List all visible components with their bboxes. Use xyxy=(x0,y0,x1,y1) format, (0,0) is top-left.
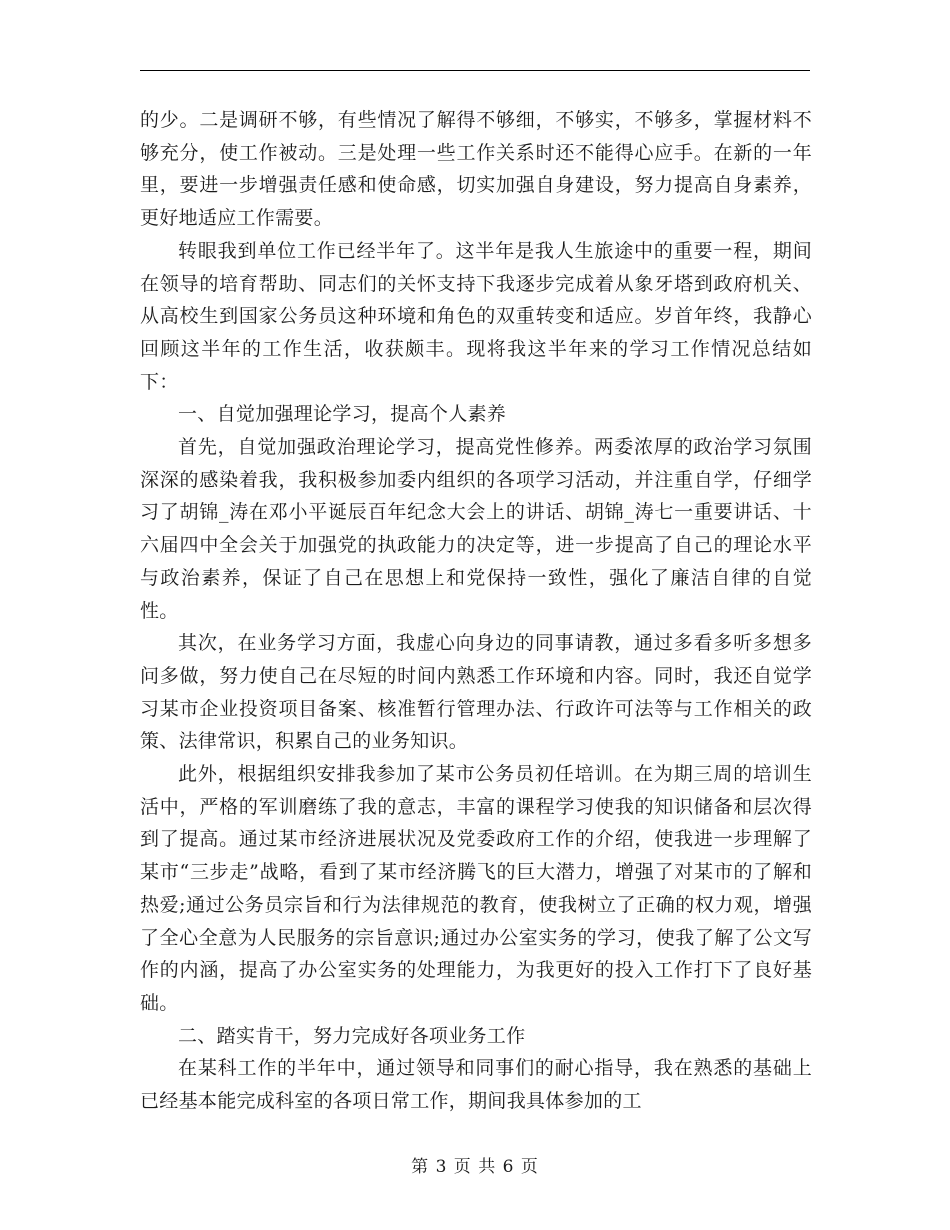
header-rule xyxy=(140,70,810,71)
paragraph-4: 其次，在业务学习方面，我虚心向身边的同事请教，通过多看多听多想多问多做，努力使自己在尽短的时间内熟悉工作环境和内容。同时，我还自觉学习某市企业投资项目备案、核准暂行管理办法、行政许可法等与工作相关的政策、法律常识，积累自己的业务知识。 xyxy=(140,632,812,753)
paragraph-5: 此外，根据组织安排我参加了某市公务员初任培训。在为期三周的培训生活中，严格的军训磨练了我的意志，丰富的课程学习使我的知识储备和层次得到了提高。通过某市经济进展状况及党委政府工作的介绍，使我进一步理解了某市“三步走”战略，看到了某市经济腾飞的巨大潜力，增强了对某市的了解和热爱;通过公务员宗旨和行为法律规范的教育，使我树立了正确的权力观，增强了全心全意为人民服务的宗旨意识;通过办公室实务的学习，使我了解了公文写作的内涵，提高了办公室实务的处理能力，为我更好的投入工作打下了良好基础。 xyxy=(140,763,812,1014)
page-number-footer: 第 3 页 共 6 页 xyxy=(411,1157,539,1177)
document-body xyxy=(140,104,812,1118)
paragraph-3: 首先，自觉加强政治理论学习，提高党性修养。两委浓厚的政治学习氛围深深的感染着我，我积极参加委内组织的各项学习活动，并注重自学，仔细学习了胡锦_涛在邓小平诞辰百年纪念大会上的讲话、胡锦_涛七一重要讲话、十六届四中全会关于加强党的执政能力的决定等，进一步提高了自己的理论水平与政治素养，保证了自己在思想上和党保持一致性，强化了廉洁自律的自觉性。 xyxy=(140,436,812,622)
paragraph-1: 的少。二是调研不够，有些情况了解得不够细，不够实，不够多，掌握材料不够充分，使工作被动。三是处理一些工作关系时还不能得心应手。在新的一年里，要进一步增强责任感和使命感，切实加强自身建设，努力提高自身素养，更好地适应工作需要。 xyxy=(140,109,812,230)
section-heading-1: 一、自觉加强理论学习，提高个人素养 xyxy=(178,403,507,426)
paragraph-2: 转眼我到单位工作已经半年了。这半年是我人生旅途中的重要一程，期间在领导的培育帮助、同志们的关怀支持下我逐步完成着从象牙塔到政府机关、从高校生到国家公务员这种环境和角色的双重转变和适应。岁首年终，我静心回顾这半年的工作生活，收获颇丰。现将我这半年来的学习工作情况总结如下： xyxy=(140,239,812,393)
section-heading-2: 二、踏实肯干，努力完成好各项业务工作 xyxy=(178,1024,526,1047)
paragraph-6: 在某科工作的半年中，通过领导和同事们的耐心指导，我在熟悉的基础上已经基本能完成科室的各项日常工作，期间我具体参加的工 xyxy=(140,1057,812,1113)
